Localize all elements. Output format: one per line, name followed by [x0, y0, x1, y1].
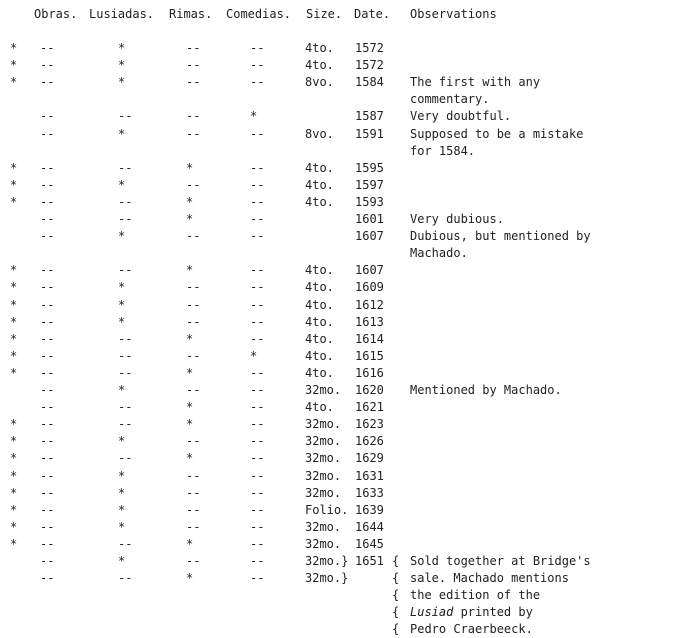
observation-cell: for 1584.	[410, 143, 476, 158]
column-b-mark: --	[40, 417, 55, 432]
comedias-cell: --	[250, 554, 265, 568]
rimas-cell: --	[186, 485, 201, 500]
lusiadas-cell: --	[118, 536, 133, 551]
date-cell: 1629	[355, 451, 384, 466]
rimas-cell: --	[186, 280, 201, 295]
date-cell: 1597	[355, 177, 384, 192]
rimas-cell: --	[186, 314, 201, 329]
obras-mark: *	[10, 434, 18, 449]
date-cell: 1639	[355, 502, 384, 517]
size-cell: 4to.	[305, 160, 334, 175]
brace-cell: {	[392, 554, 400, 568]
rimas-cell: *	[186, 263, 194, 278]
lusiadas-cell: --	[118, 160, 133, 175]
size-cell: 4to.	[305, 58, 334, 73]
size-cell: 32mo.	[305, 383, 342, 397]
observation-cell: Pedro Craerbeeck.	[410, 622, 533, 637]
brace-cell: {	[392, 571, 400, 586]
comedias-cell: *	[250, 348, 258, 363]
column-b-mark: --	[40, 451, 55, 466]
rimas-cell: *	[186, 536, 194, 551]
rimas-cell: --	[186, 229, 201, 244]
obras-mark: *	[10, 348, 18, 363]
lusiadas-cell: *	[118, 502, 126, 517]
observation-cell: sale. Machado mentions	[410, 571, 569, 586]
rimas-cell: *	[186, 365, 194, 380]
rimas-cell: --	[186, 297, 201, 312]
comedias-cell: --	[250, 280, 265, 295]
lusiadas-cell: --	[118, 571, 133, 586]
date-cell: 1613	[355, 314, 384, 329]
lusiadas-cell: *	[118, 280, 126, 295]
comedias-cell: --	[250, 160, 265, 175]
size-cell: 32mo.	[305, 417, 342, 432]
lusiadas-cell: *	[118, 229, 126, 244]
observation-cell: Very doubtful.	[410, 109, 512, 124]
column-b-mark: --	[40, 383, 55, 397]
column-b-mark: --	[40, 75, 55, 90]
size-cell: 4to.	[305, 365, 334, 380]
obras-mark: *	[10, 451, 18, 466]
lusiadas-cell: *	[118, 58, 126, 73]
comedias-cell: --	[250, 571, 265, 586]
header-size: Size.	[306, 7, 343, 21]
obras-mark: *	[10, 417, 18, 432]
date-cell: 1572	[355, 41, 384, 55]
size-cell: 32mo.}	[305, 554, 349, 568]
header-rimas: Rimas.	[169, 7, 213, 21]
obras-mark: *	[10, 75, 18, 90]
comedias-cell: --	[250, 468, 265, 483]
column-b-mark: --	[40, 41, 55, 55]
comedias-cell: --	[250, 434, 265, 449]
size-cell: 4to.	[305, 314, 334, 329]
lusiadas-cell: *	[118, 485, 126, 500]
observation-cell: Machado.	[410, 246, 468, 261]
observation-cell: the edition of the	[410, 588, 541, 603]
observation-cell: Very dubious.	[410, 212, 504, 226]
column-b-mark: --	[40, 348, 55, 363]
rimas-cell: --	[186, 468, 201, 483]
date-cell: 1620	[355, 383, 384, 397]
observation-cell: Sold together at Bridge's	[410, 554, 591, 568]
column-b-mark: --	[40, 331, 55, 346]
obras-mark: *	[10, 263, 18, 278]
date-cell: 1587	[355, 109, 384, 124]
date-cell: 1644	[355, 519, 384, 534]
comedias-cell: --	[250, 519, 265, 534]
comedias-cell: --	[250, 485, 265, 500]
lusiadas-cell: --	[118, 451, 133, 466]
date-cell: 1607	[355, 229, 384, 244]
column-b-mark: --	[40, 536, 55, 551]
rimas-cell: *	[186, 451, 194, 466]
date-cell: 1623	[355, 417, 384, 432]
lusiadas-cell: *	[118, 554, 126, 568]
column-b-mark: --	[40, 126, 55, 141]
comedias-cell: --	[250, 177, 265, 192]
column-b-mark: --	[40, 400, 55, 415]
size-cell: 32mo.	[305, 485, 342, 500]
obras-mark: *	[10, 365, 18, 380]
obras-mark: *	[10, 58, 18, 73]
column-b-mark: --	[40, 468, 55, 483]
size-cell: 32mo.	[305, 451, 342, 466]
comedias-cell: --	[250, 126, 265, 141]
lusiadas-cell: --	[118, 331, 133, 346]
comedias-cell: --	[250, 400, 265, 415]
obras-mark: *	[10, 536, 18, 551]
comedias-cell: --	[250, 297, 265, 312]
obras-mark: *	[10, 194, 18, 209]
rimas-cell: *	[186, 417, 194, 432]
rimas-cell: --	[186, 75, 201, 90]
size-cell: 32mo.	[305, 536, 342, 551]
date-cell: 1631	[355, 468, 384, 483]
lusiadas-cell: --	[118, 365, 133, 380]
date-cell: 1609	[355, 280, 384, 295]
rimas-cell: --	[186, 502, 201, 517]
observation-cell: commentary.	[410, 92, 490, 107]
size-cell: 32mo.}	[305, 571, 349, 586]
rimas-cell: --	[186, 109, 201, 124]
rimas-cell: *	[186, 212, 194, 226]
size-cell: 32mo.	[305, 519, 342, 534]
obras-mark: *	[10, 485, 18, 500]
lusiadas-cell: *	[118, 126, 126, 141]
rimas-cell: --	[186, 554, 201, 568]
brace-cell: {	[392, 622, 400, 637]
comedias-cell: --	[250, 314, 265, 329]
observation-cell: Lusiad	[410, 605, 454, 620]
date-cell: 1601	[355, 212, 384, 226]
comedias-cell: --	[250, 41, 265, 55]
header-lusiadas: Lusiadas.	[89, 7, 155, 21]
column-b-mark: --	[40, 177, 55, 192]
column-b-mark: --	[40, 280, 55, 295]
column-b-mark: --	[40, 314, 55, 329]
size-cell: 4to.	[305, 348, 334, 363]
column-b-mark: --	[40, 263, 55, 278]
comedias-cell: --	[250, 383, 265, 397]
lusiadas-cell: --	[118, 400, 133, 415]
column-b-mark: --	[40, 194, 55, 209]
lusiadas-cell: --	[118, 348, 133, 363]
column-b-mark: --	[40, 109, 55, 124]
date-cell: 1607	[355, 263, 384, 278]
rimas-cell: *	[186, 331, 194, 346]
lusiadas-cell: *	[118, 75, 126, 90]
comedias-cell: *	[250, 109, 258, 124]
size-cell: 4to.	[305, 400, 334, 415]
date-cell: 1616	[355, 365, 384, 380]
size-cell: 8vo.	[305, 75, 334, 90]
comedias-cell: --	[250, 194, 265, 209]
comedias-cell: --	[250, 331, 265, 346]
rimas-cell: --	[186, 41, 201, 55]
size-cell: 4to.	[305, 177, 334, 192]
comedias-cell: --	[250, 229, 265, 244]
rimas-cell: --	[186, 348, 201, 363]
date-cell: 1572	[355, 58, 384, 73]
lusiadas-cell: *	[118, 41, 126, 55]
comedias-cell: --	[250, 536, 265, 551]
date-cell: 1633	[355, 485, 384, 500]
header-comedias: Comedias.	[226, 7, 292, 21]
comedias-cell: --	[250, 502, 265, 517]
rimas-cell: --	[186, 383, 201, 397]
comedias-cell: --	[250, 417, 265, 432]
date-cell: 1591	[355, 126, 384, 141]
rimas-cell: --	[186, 58, 201, 73]
comedias-cell: --	[250, 212, 265, 226]
rimas-cell: --	[186, 434, 201, 449]
column-b-mark: --	[40, 229, 55, 244]
date-cell: 1593	[355, 194, 384, 209]
date-cell: 1645	[355, 536, 384, 551]
header-date: Date.	[354, 7, 391, 21]
obras-mark: *	[10, 519, 18, 534]
column-b-mark: --	[40, 554, 55, 568]
rimas-cell: --	[186, 519, 201, 534]
size-cell: 4to.	[305, 280, 334, 295]
column-b-mark: --	[40, 434, 55, 449]
comedias-cell: --	[250, 451, 265, 466]
date-cell: 1595	[355, 160, 384, 175]
lusiadas-cell: --	[118, 263, 133, 278]
lusiadas-cell: --	[118, 109, 133, 124]
rimas-cell: *	[186, 571, 194, 586]
lusiadas-cell: --	[118, 194, 133, 209]
brace-cell: {	[392, 605, 400, 620]
date-cell: 1626	[355, 434, 384, 449]
lusiadas-cell: *	[118, 177, 126, 192]
column-b-mark: --	[40, 58, 55, 73]
obras-mark: *	[10, 314, 18, 329]
size-cell: 32mo.	[305, 468, 342, 483]
brace-cell: {	[392, 588, 400, 603]
observation-cell: Dubious, but mentioned by	[410, 229, 591, 244]
obras-mark: *	[10, 331, 18, 346]
obras-mark: *	[10, 177, 18, 192]
date-cell: 1615	[355, 348, 384, 363]
size-cell: 4to.	[305, 41, 334, 55]
size-cell: 4to.	[305, 331, 334, 346]
size-cell: 4to.	[305, 297, 334, 312]
lusiadas-cell: *	[118, 519, 126, 534]
rimas-cell: --	[186, 177, 201, 192]
rimas-cell: *	[186, 160, 194, 175]
lusiadas-cell: *	[118, 383, 126, 397]
comedias-cell: --	[250, 365, 265, 380]
rimas-cell: *	[186, 194, 194, 209]
column-b-mark: --	[40, 571, 55, 586]
lusiadas-cell: --	[118, 212, 133, 226]
obras-mark: *	[10, 468, 18, 483]
comedias-cell: --	[250, 75, 265, 90]
lusiadas-cell: *	[118, 314, 126, 329]
lusiadas-cell: *	[118, 434, 126, 449]
comedias-cell: --	[250, 263, 265, 278]
date-cell: 1614	[355, 331, 384, 346]
lusiadas-cell: *	[118, 297, 126, 312]
column-b-mark: --	[40, 365, 55, 380]
header-observations: Observations	[410, 7, 497, 21]
date-cell: 1584	[355, 75, 384, 90]
rimas-cell: *	[186, 400, 194, 415]
date-cell: 1621	[355, 400, 384, 415]
obras-mark: *	[10, 280, 18, 295]
lusiadas-cell: --	[118, 417, 133, 432]
date-cell: 1612	[355, 297, 384, 312]
date-cell: 1651	[355, 554, 384, 568]
obras-mark: *	[10, 502, 18, 517]
obras-mark: *	[10, 297, 18, 312]
column-b-mark: --	[40, 160, 55, 175]
comedias-cell: --	[250, 58, 265, 73]
observation-text: printed by	[453, 605, 533, 620]
size-cell: 4to.	[305, 263, 334, 278]
lusiadas-cell: *	[118, 468, 126, 483]
obras-mark: *	[10, 41, 18, 55]
observation-cell: The first with any	[410, 75, 541, 90]
column-b-mark: --	[40, 212, 55, 226]
column-b-mark: --	[40, 485, 55, 500]
size-cell: 8vo.	[305, 126, 334, 141]
column-b-mark: --	[40, 502, 55, 517]
observation-cell	[410, 604, 533, 621]
observation-cell: Supposed to be a mistake	[410, 126, 584, 141]
size-cell: Folio.	[305, 502, 349, 517]
observation-cell: Mentioned by Machado.	[410, 383, 562, 397]
size-cell: 4to.	[305, 194, 334, 209]
header-row	[0, 6, 497, 23]
rimas-cell: --	[186, 126, 201, 141]
column-b-mark: --	[40, 297, 55, 312]
column-b-mark: --	[40, 519, 55, 534]
obras-mark: *	[10, 160, 18, 175]
size-cell: 32mo.	[305, 434, 342, 449]
header-obras: Obras.	[34, 7, 78, 21]
